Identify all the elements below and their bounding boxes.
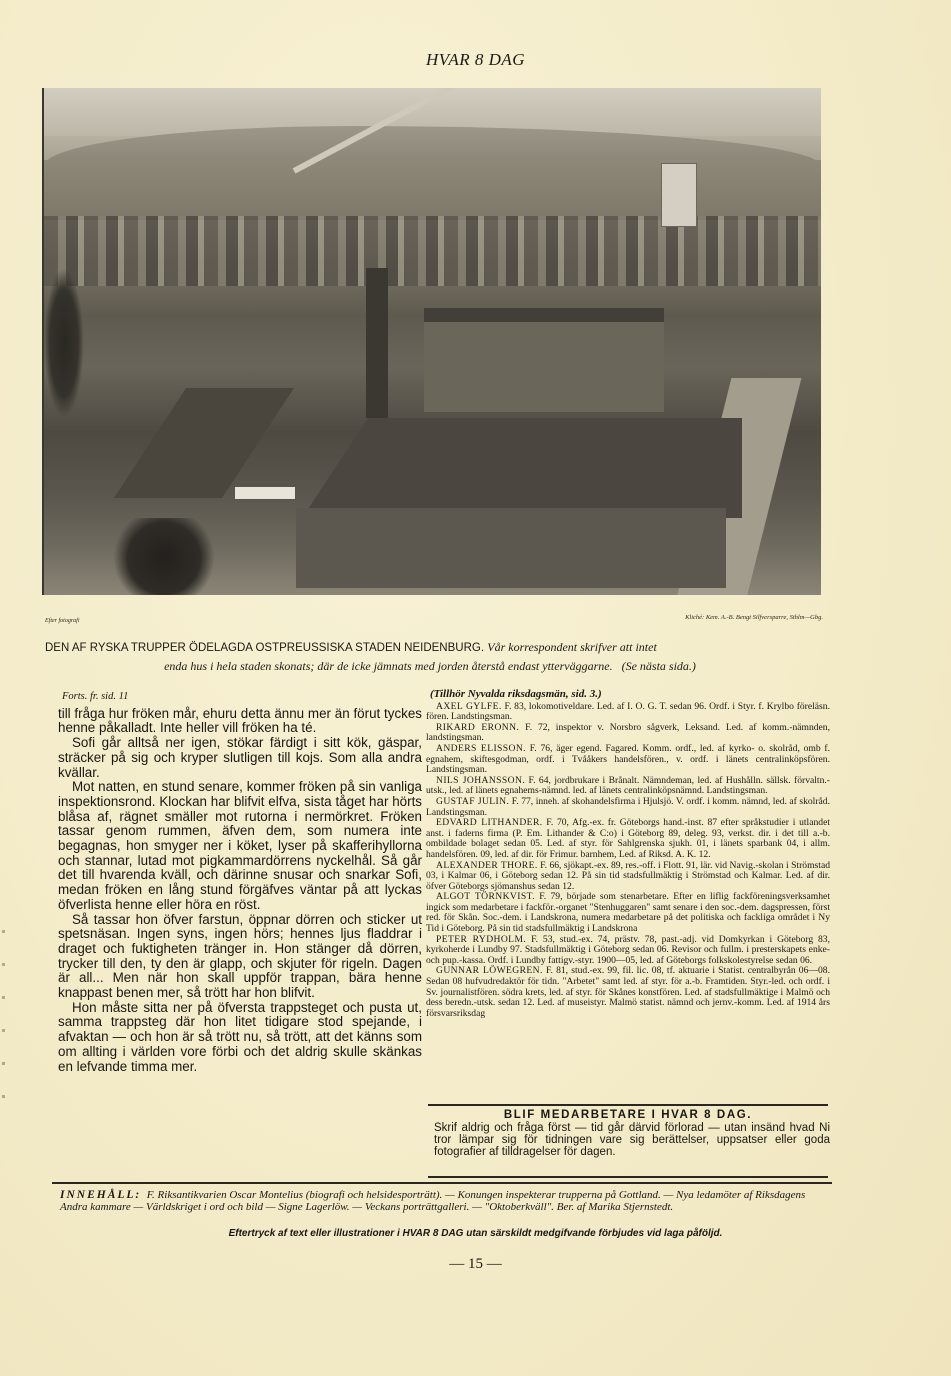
- member-entry: [426, 744, 830, 776]
- photo-shop-sign: [234, 486, 296, 500]
- reprint-notice: Eftertryck af text eller illustrationer i HVAR 8 DAG utan särskildt medgifvande förbjudes vid laga påföljd.: [228, 1228, 723, 1239]
- member-bio: F. 66, sjökapt.-ex. 89, res.-off. i Flott. 91, lär. vid Navig.-skolan i Strömstad 03, i Kalmar 06, i Göteborg sedan 12. På sin tid stadsfullmäktig i Strömstad och Kalmar. Led. af dir. öfver Göteborgs sjömanshus sedan 12.: [426, 859, 830, 892]
- member-bio: F. 72, inspektor v. Norsbro sågverk, Leksand. Led. af komm.-nämnden, landstingsman.: [426, 721, 831, 744]
- page-edge-marks: [2, 900, 5, 1100]
- member-bio: F. 77, inneh. af skohandelsfirma i Hjulsjö. V. ordf. i komm. nämnd, led. af skolråd. Landstingsman.: [426, 795, 830, 818]
- story-paragraph: Sofi går alltså ner igen, stökar färdigt i sitt kök, gäspar, sträcker på sig och kryper slutligen till kojs. Som alla andra kvällar.: [58, 735, 422, 780]
- member-bio: F. 79, började som stenarbetare. Efter en liflig fackföreningsverksamhet ingick som medarbetare i fackför.-organet "Stenhuggaren" samt senare i den soc.-dem. dagspressen, först red. för Skån. Soc.-dem. i Landskrona, numera medarbetare på det politiska och fackliga området i Ny Tid i Göteborg. På sin tid stadsfullmäktig i Landskrona: [426, 891, 830, 935]
- magazine-masthead: HVAR 8 DAG: [425, 50, 526, 69]
- story-paragraph: Så tassar hon öfver farstun, öppnar dörren och sticker ut spetsnäsan. Ingen syns, ingen hörs; hennes ljus fladdrar i draget och fuktigheten tränger in. Hon stänger då dörren, trycker till den, ty den är glapp, och skjuter för rigeln. Dagen är all... Men när hon skall uppför trappan, bära henne knappast benen mer, så trött har hon blifvit.: [58, 911, 422, 1001]
- caption-text-2: enda hus i hela staden skonats; där de icke jämnats med jorden återstå endast ytterväggarne.: [164, 659, 613, 673]
- photo-chimney-stack: [366, 268, 388, 418]
- photo-warehouse-wall: [296, 508, 726, 588]
- photo-villa: [424, 308, 664, 412]
- member-entry: [426, 935, 830, 967]
- story-paragraph: Mot natten, en stund senare, kommer fröken på sin vanliga inspektionsrond. Klockan har blifvit elfva, sista tåget har hörts blåsa af, rägnet smäller mot rutorna i nermörkret. Fröken tassar genom rummen, äfven dem, som numera inte begagnas, hon smyger ner i köket, lyser på skafferihyllorna och stannar, lutad mot pigkammardörrens nyckelhål. Så går det till hvarenda kväll, och därinne snusar och snarkar Sofi, medan fröken en lång stund förgäfves väntar på att lyckas öfverlista henne eller höra en röst.: [58, 779, 422, 912]
- page-number: — 15 —: [449, 1256, 502, 1272]
- photo-credit-right: Kliché: Kem. A.-B. Bengt Silfversparre, Sthlm—Gbg.: [685, 614, 823, 621]
- photo-neidenburg-ruins: [42, 88, 821, 595]
- photo-tree-left: [44, 268, 84, 418]
- member-name: NILS JOHANSSON.: [436, 774, 526, 786]
- caption-headline: DEN AF RYSKA TRUPPER ÖDELAGDA OSTPREUSSISKA STADEN NEIDENBURG.: [45, 642, 485, 654]
- member-entry: [426, 702, 830, 723]
- member-entry: [426, 723, 830, 744]
- member-name: PETER RYDHOLM.: [436, 933, 527, 945]
- member-name: ANDERS ELISSON.: [436, 742, 526, 754]
- member-entry: [426, 797, 830, 818]
- caption-see-next: (Se nästa sida.): [621, 659, 696, 673]
- callout-body: Skrif aldrig och fråga först — tid går därvid förlorad — utan insänd hvad Ni tror lämpar sig för tidningen vare sig berättelser, uppsatser eller goda fotografier af tilldragelser för dagen.: [434, 1122, 830, 1159]
- member-name: AXEL GYLFE.: [436, 700, 502, 712]
- member-bio: F. 53, stud.-ex. 74, prästv. 78, past.-adj. vid Domkyrkan i Göteborg 83, kyrkoherde i Lundby 97. Stadsfullmäktig i Göteborg sedan 06. Revisor och fullm. i presterskapets enke- och pup.-kassa. Ordf. i Lundby fattigv.-styr. 1900—05, led. af Göteborgs folkskolestyrelse sedan 06.: [426, 933, 831, 966]
- story-paragraph: till fråga hur fröken mår, ehuru detta ännu mer än förut tyckes henne påkalladt. Inte heller vill fröken ha té.: [58, 705, 422, 736]
- member-bio: F. 64, jordbrukare i Brånalt. Nämndeman, led. af Hushålln. sällsk. förvaltn.-utsk., led. af länets egnahems-nämnd. led. af länets centralinköpsnämnd. Landstingsman.: [426, 774, 830, 797]
- member-name: GUSTAF JULIN.: [436, 795, 510, 807]
- member-name: EDVARD LITHANDER.: [436, 817, 543, 829]
- contributor-callout: [426, 1108, 830, 1159]
- member-entry: [426, 892, 830, 934]
- photo-tree: [104, 518, 224, 595]
- contents-text: F. Riksantikvarien Oscar Montelius (biografi och helsidesporträtt). — Konungen inspekterar trupperna på Gottland. — Nya ledamöter af Riksdagens Andra kammare — Världskriget i ord och bild — Signe Lagerlöw. — Veckans porträttgalleri. — "Oktoberkväll". Ber. af Marika Stjernstedt.: [60, 1189, 806, 1213]
- contents-top-rule: [52, 1182, 832, 1184]
- member-name: ALGOT TÖRNKVIST.: [436, 891, 535, 903]
- member-entry: [426, 818, 830, 860]
- photo-credit-left: Efter fotografi: [45, 618, 80, 624]
- member-entry: [426, 776, 830, 797]
- story-paragraph: Hon måste sitta ner på öfversta trappsteget och pusta ut, samma trappsteg där hon litet tidigare stod spejande, i afvaktan — och hon är så trött nu, så trött, att det känns som om allting i världen vore förbi och det aldrig skulle skänkas en lefvande timma mer.: [58, 999, 422, 1074]
- member-bio: F. 83, lokomotiveldare. Led. af I. O. G. T. sedan 96. Ordf. i Styr. f. Krylbo föreläsn. fören. Landstingsman.: [426, 700, 830, 723]
- members-column: [426, 689, 830, 1019]
- callout-bottom-rule: [428, 1176, 828, 1178]
- member-bio: F. 76, äger egend. Fagared. Komm. ordf., led. af kyrko- o. skolråd, omb f. egnahem, skiftesgodman, ordf. i Tvååkers handelsfören., v. ordf. i länets centralinköpsfören. Landstingsman.: [426, 742, 830, 776]
- story-column: [58, 690, 422, 1074]
- member-bio: F. 70, Afg.-ex. fr. Göteborgs hand.-inst. 87 efter språkstudier i utlandet anst. i faderns firma (P. Em. Lithander & C:o) i Göteborg 89, deleg. 93, verkst. dir. i det till a.-b. ombildade bolaget sedan 05. Led. af styr. för Sahlgrenska sjukh. 01, i länets sparbank 04, i allm. handelsfören. 09, led. af dir. för Frimur. barnhem, Led. af Riksd. A. K. 12.: [426, 817, 830, 860]
- callout-title: BLIF MEDARBETARE I HVAR 8 DAG.: [503, 1109, 753, 1121]
- member-entry: [426, 966, 830, 1019]
- photo-ruined-houses: [44, 216, 821, 286]
- members-heading: (Tillhör Nyvalda riksdagsmän, sid. 3.): [430, 688, 602, 700]
- photo-fields: [44, 160, 821, 220]
- photo-roof-left: [114, 388, 294, 498]
- member-entry: [426, 861, 830, 893]
- contents-label: INNEHÅLL:: [60, 1189, 142, 1201]
- caption-text-1: Vår korrespondent skrifver att intet: [487, 640, 657, 654]
- photo-tower: [661, 163, 697, 227]
- member-name: RIKARD ERONN.: [436, 721, 520, 733]
- callout-top-rule: [428, 1104, 828, 1106]
- table-of-contents: [60, 1190, 830, 1213]
- member-name: GUNNAR LÖWEGREN.: [436, 965, 543, 977]
- member-bio: F. 81, stud.-ex. 99, fil. lic. 08, tf. aktuarie i Statist. centralbyrån 06—08. Sedan 08 hufvudredaktör för tidn. "Arbetet" samt led. af styr. för a.-b. Framtiden. Styr.-led. och ordf. i Sv. journalistfören. södra krets, led. af styr. för Skånes konstfören. Led. af stadsfullmäktige i Malmö och dess beredn.-utsk. sedan 12. Led. af museistyr. Malmö statist. nämnd och jernv.-komm. Led. af 1914 års försvarsriksdag: [426, 965, 830, 1019]
- member-name: ALEXANDER THORE.: [436, 859, 538, 871]
- story-continued-from: Forts. fr. sid. 11: [62, 691, 129, 702]
- photo-warehouse-roof: [302, 418, 742, 518]
- photo-caption: [45, 638, 845, 675]
